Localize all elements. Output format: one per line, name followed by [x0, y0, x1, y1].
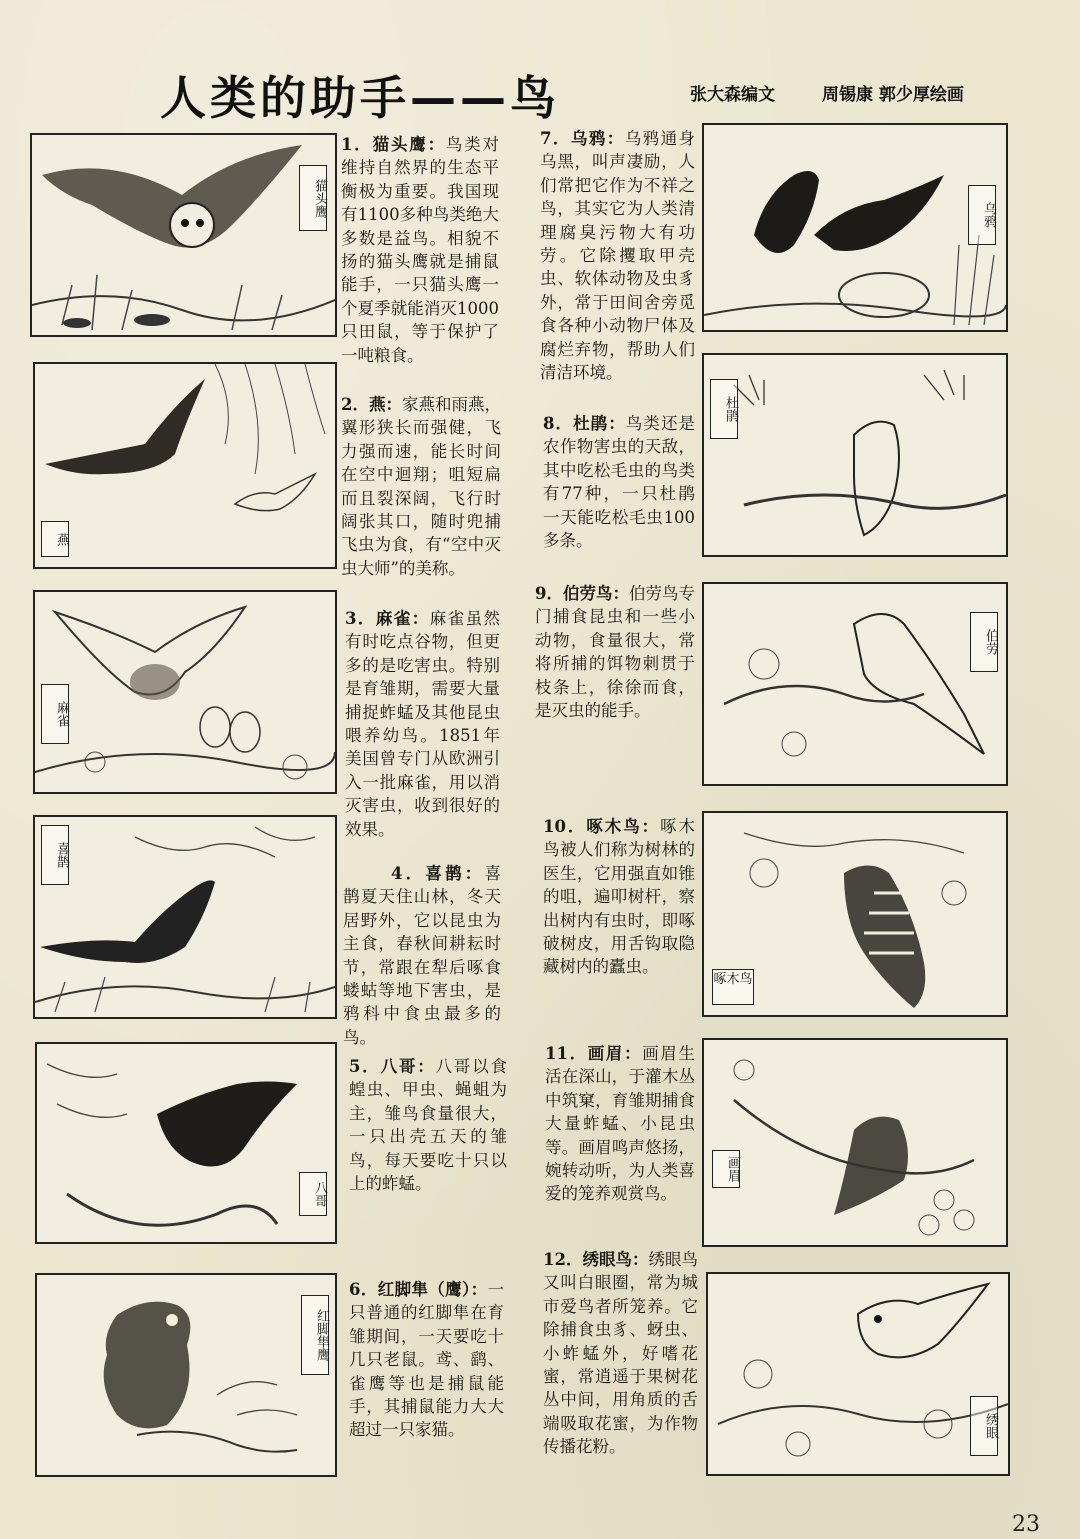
seal-shrike: 伯劳: [970, 612, 998, 672]
entry-10-text: 10．啄木鸟：啄木鸟被人们称为树林的医生，它用强直如锥的咀，遍叩树杆，察出树内有虫时，即啄破树皮，用舌钩取隐藏树内的蠹虫。: [543, 817, 696, 977]
illustration-cuckoo: [702, 353, 1008, 557]
entry-5-body: 八哥以食蝗虫、甲虫、蝇蛆为主，雏鸟食量很大，一只出壳五天的雏鸟，每天要吃十只以上的蚱蜢。: [349, 1057, 508, 1194]
seal-crow: 乌鸦: [968, 185, 996, 245]
entry-9-text: 9．伯劳鸟：伯劳鸟专门捕食昆虫和一些小动物，食量很大，常将所捕的饵物刺贯于枝条上，徐徐而食，是灭虫的能手。: [535, 584, 696, 721]
seal-owl: 猫头鹰: [299, 165, 327, 231]
artist-credit: 周锡康 郭少厚绘画: [822, 85, 964, 105]
entry-6-body: 一只普通的红脚隼在育雏期间，一天要吃十几只老鼠。鸢、鹞、雀鹰等也是捕鼠能手，其捕鼠能力大大超过一只家猫。: [349, 1280, 505, 1440]
entry-3-number: 3: [345, 609, 357, 628]
swallow-drawing: [35, 364, 335, 567]
entry-7-name: 乌鸦: [570, 129, 607, 148]
entry-10-body: 啄木鸟被人们称为树林的医生，它用强直如锥的咀，遍叩树杆，察出树内有虫时，即啄破树皮，用舌钩取隐藏树内的蠹虫。: [543, 817, 696, 977]
illustration-woodpecker: [702, 811, 1008, 1017]
hwamei-drawing: [704, 1040, 1006, 1245]
entry-3-body: 麻雀虽然有时吃点谷物，但更多的是吃害虫。特别是育雏期，需要大量捕捉蚱蜢及其他昆虫喂养幼鸟。1851年美国曾专门从欧洲引入一批麻雀，用以消灭害虫，收到很好的效果。: [345, 609, 501, 839]
illustration-owl: [30, 133, 337, 337]
entry-11-number: 11: [545, 1044, 568, 1063]
seal-woodpecker: 啄木鸟: [712, 969, 754, 1005]
entry-10-number: 10: [543, 817, 566, 836]
illustration-crow: [702, 123, 1008, 332]
entry-5-number: 5: [349, 1057, 361, 1076]
seal-magpie: 喜鹊: [41, 825, 69, 885]
entry-4-text: 4．喜鹊：喜鹊夏天住山林，冬天居野外，它以昆虫为主食，春秋间耕耘时节，常跟在犁后啄食蝼蛄等地下害虫，是鸦科中食虫最多的鸟。: [343, 864, 501, 1047]
white-eye-drawing: [708, 1274, 1008, 1474]
illustration-magpie: [33, 815, 337, 1019]
entry-12-body: 绣眼鸟又叫白眼圈，常为城市爱鸟者所笼养。它除捕食虫豸、蚜虫、小蚱蜢外，好嗜花蜜，常逍遥于果树花丛中间，用角质的舌端吸取花蜜，为作物传播花粉。: [543, 1250, 699, 1457]
illustration-white-eye: [706, 1272, 1010, 1476]
illustration-red-footed-falcon: [35, 1273, 337, 1477]
illustration-hwamei: [702, 1038, 1008, 1247]
entry-7-body: 乌鸦通身乌黑，叫声凄励，人们常把它作为不祥之鸟，其实它为人类清理腐臭污物大有功劳。它除攫取甲壳虫、软体动物及虫豸外，常于田间舍旁觅食各种小动物尸体及腐烂弃物，帮助人们清洁环境。: [540, 129, 696, 383]
entry-4-number: 4: [391, 864, 403, 883]
author-credit: 张大森编文: [690, 85, 775, 105]
seal-falcon: 红脚隼鹰: [301, 1295, 329, 1375]
myna-drawing: [37, 1044, 335, 1242]
entry-9-body: 伯劳鸟专门捕食昆虫和一些小动物，食量很大，常将所捕的饵物刺贯于枝条上，徐徐而食，是灭虫的能手。: [535, 584, 696, 721]
sparrow-drawing: [35, 592, 335, 792]
entry-12-name: 绣眼鸟: [582, 1250, 632, 1269]
shrike-drawing: [704, 584, 1006, 784]
entry-8-name: 杜鹃: [573, 414, 609, 433]
entry-11-body: 画眉生活在深山，于灌木丛中筑窠，育雏期捕食大量蚱蜢、小昆虫等。画眉鸣声悠扬，婉转动听，为人类喜爱的笼养观赏鸟。: [545, 1044, 696, 1204]
seal-swallow: 燕: [41, 521, 69, 557]
owl-drawing: [32, 135, 335, 335]
seal-sparrow: 麻雀: [41, 684, 69, 744]
entry-11-name: 画眉: [587, 1044, 625, 1063]
page-number: 23: [1012, 1512, 1040, 1537]
seal-white-eye: 绣眼: [970, 1396, 998, 1456]
entry-2-text: 2．燕：家燕和雨燕，翼形狭长而强健，飞力强而速，能长时间在空中迴翔；咀短扁而且裂深阔，飞行时阔张其口，随时兜捕飞虫为食，有“空中灭虫大师”的美称。: [341, 395, 502, 578]
entry-6-number: 6: [349, 1280, 361, 1299]
illustration-sparrow: [33, 590, 337, 794]
entry-8-number: 8: [543, 414, 555, 433]
entry-11-text: 11．画眉：画眉生活在深山，于灌木丛中筑窠，育雏期捕食大量蚱蜢、小昆虫等。画眉鸣声悠扬，婉转动听，为人类喜爱的笼养观赏鸟。: [545, 1044, 696, 1204]
entry-7-number: 7: [540, 129, 552, 148]
falcon-drawing: [37, 1275, 335, 1475]
seal-hwamei: 画眉: [712, 1150, 740, 1188]
entry-7-text: 7．乌鸦：乌鸦通身乌黑，叫声凄励，人们常把它作为不祥之鸟，其实它为人类清理腐臭污物大有功劳。它除攫取甲壳虫、软体动物及虫豸外，常于田间舍旁觅食各种小动物尸体及腐烂弃物，帮助人们清洁环境。: [540, 129, 696, 383]
seal-myna: 八哥: [299, 1172, 327, 1216]
page-title: 人类的助手——鸟: [160, 71, 560, 125]
entry-9-number: 9: [535, 584, 547, 603]
entry-3-text: 3．麻雀：麻雀虽然有时吃点谷物，但更多的是吃害虫。特别是育雏期，需要大量捕捉蚱蜢及其他昆虫喂养幼鸟。1851年美国曾专门从欧洲引入一批麻雀，用以消灭害虫，收到很好的效果。: [345, 609, 501, 839]
entry-3-name: 麻雀: [375, 609, 412, 628]
cuckoo-drawing: [704, 355, 1006, 555]
entry-9-name: 伯劳鸟: [563, 584, 613, 603]
entry-5-name: 八哥: [380, 1057, 418, 1076]
entry-1-number: 1: [341, 135, 353, 154]
illustration-shrike: [702, 582, 1008, 786]
entry-1-text: 1．猫头鹰：鸟类对维持自然界的生态平衡极为重要。我国现有1100多种鸟类绝大多数是益鸟。相貌不扬的猫头鹰就是捕鼠能手，一只猫头鹰一个夏季就能消灭1000只田鼠，等于保护了一吨粮食。: [341, 135, 500, 365]
entry-4-name: 喜鹊: [425, 864, 465, 883]
entry-6-name: 红脚隼（鹰）: [377, 1280, 471, 1299]
entry-5-text: 5．八哥：八哥以食蝗虫、甲虫、蝇蛆为主，雏鸟食量很大，一只出壳五天的雏鸟，每天要吃十只以上的蚱蜢。: [349, 1057, 508, 1194]
entry-2-number: 2: [341, 395, 353, 414]
illustration-swallow: [33, 362, 337, 569]
entry-1-body: 鸟类对维持自然界的生态平衡极为重要。我国现有1100多种鸟类绝大多数是益鸟。相貌不扬的猫头鹰就是捕鼠能手，一只猫头鹰一个夏季就能消灭1000只田鼠，等于保护了一吨粮食。: [341, 135, 500, 365]
entry-8-body: 鸟类还是农作物害虫的天敌，其中吃松毛虫的鸟类有77种，一只杜鹃一天能吃松毛虫100多条。: [543, 414, 696, 551]
illustration-myna: [35, 1042, 337, 1244]
entry-1-name: 猫头鹰: [372, 135, 428, 154]
entry-10-name: 啄木鸟: [586, 817, 642, 836]
entry-2-name: 燕: [369, 395, 386, 414]
entry-12-text: 12．绣眼鸟：绣眼鸟又叫白眼圈，常为城市爱鸟者所笼养。它除捕食虫豸、蚜虫、小蚱蜢外，好嗜花蜜，常逍遥于果树花丛中间，用角质的舌端吸取花蜜，为作物传播花粉。: [543, 1250, 699, 1457]
entry-8-text: 8．杜鹃：鸟类还是农作物害虫的天敌，其中吃松毛虫的鸟类有77种，一只杜鹃一天能吃松毛虫100多条。: [543, 414, 696, 551]
entry-2-body: 家燕和雨燕，翼形狭长而强健，飞力强而速，能长时间在空中迴翔；咀短扁而且裂深阔，飞行时阔张其口，随时兜捕飞虫为食，有“空中灭虫大师”的美称。: [341, 395, 502, 578]
magpie-drawing: [35, 817, 335, 1017]
entry-6-text: 6．红脚隼（鹰）：一只普通的红脚隼在育雏期间，一天要吃十几只老鼠。鸢、鹞、雀鹰等也是捕鼠能手，其捕鼠能力大大超过一只家猫。: [349, 1280, 505, 1440]
entry-4-body: 喜鹊夏天住山林，冬天居野外，它以昆虫为主食，春秋间耕耘时节，常跟在犁后啄食蝼蛄等地下害虫，是鸦科中食虫最多的鸟。: [343, 864, 501, 1047]
crow-drawing: [704, 125, 1006, 330]
seal-cuckoo: 杜鹃: [710, 379, 738, 439]
entry-12-number: 12: [543, 1250, 566, 1269]
